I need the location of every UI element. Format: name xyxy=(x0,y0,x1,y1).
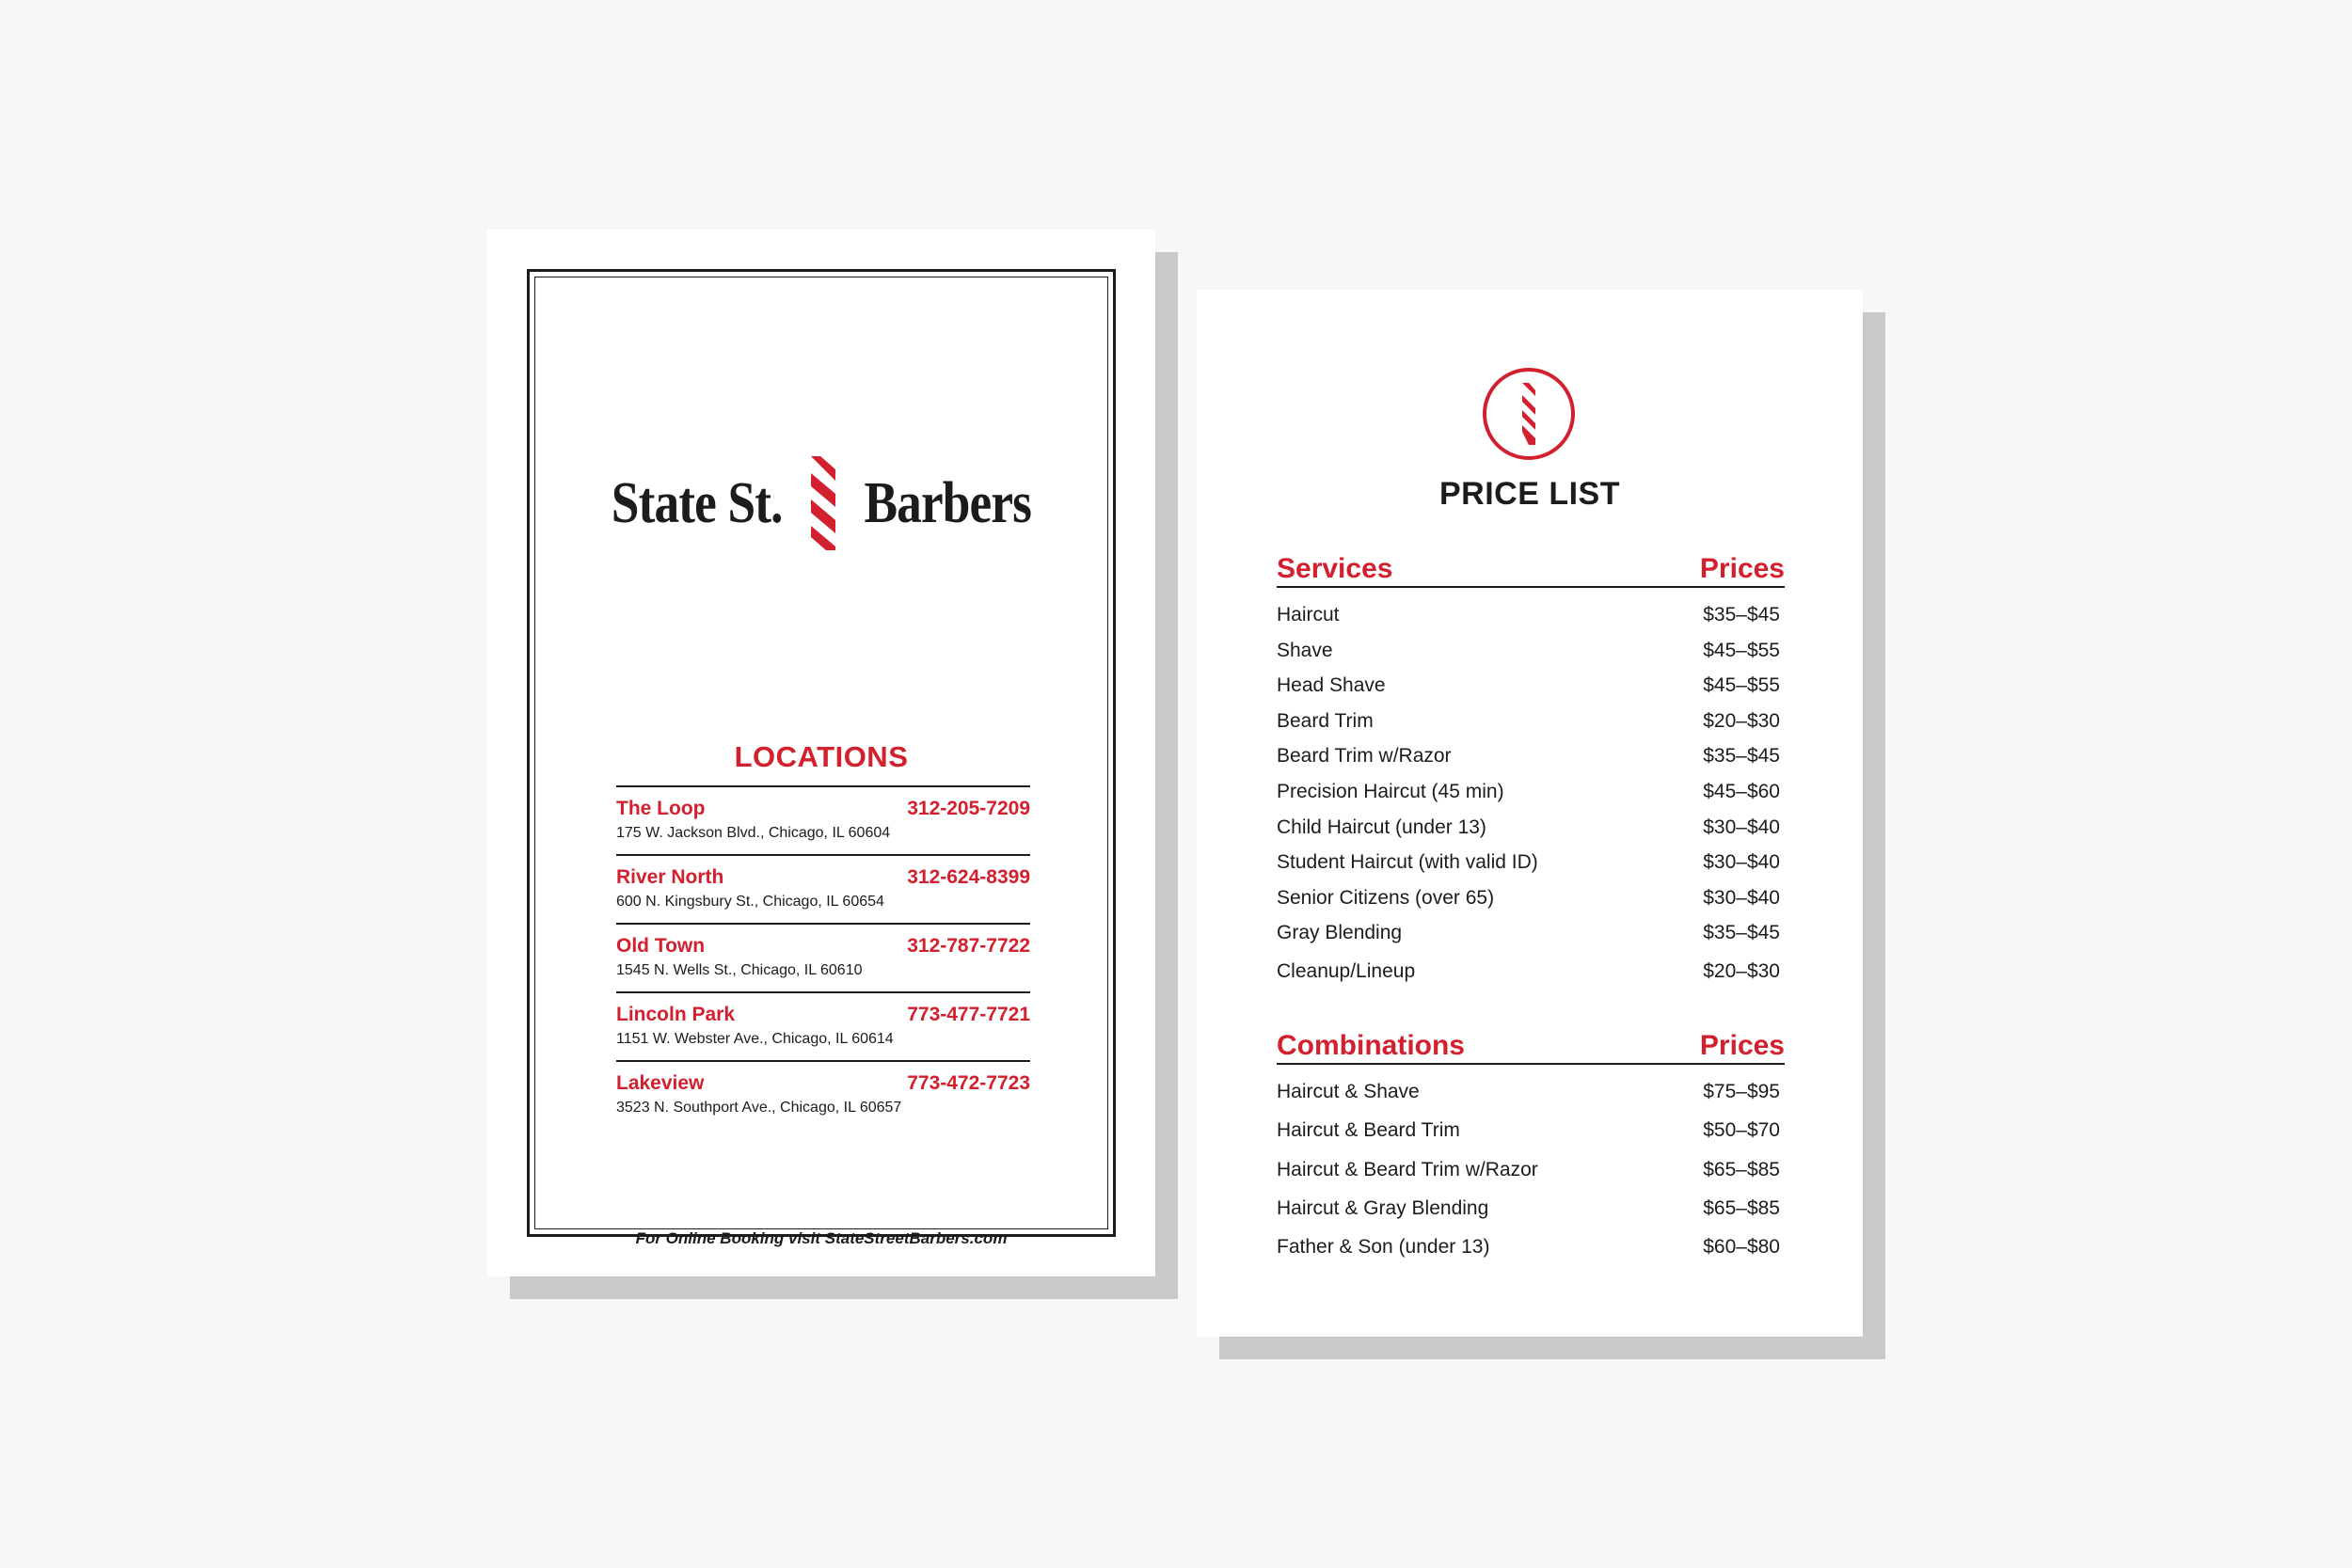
service-name: Head Shave xyxy=(1277,674,1386,697)
location-phone: 312-205-7209 xyxy=(907,798,1030,819)
service-name: Cleanup/Lineup xyxy=(1277,959,1416,982)
location-address: 600 N. Kingsbury St., Chicago, IL 60654 xyxy=(616,894,884,910)
service-price: $30–$40 xyxy=(1703,816,1780,838)
location-name: River North xyxy=(616,866,724,888)
locations-heading: LOCATIONS xyxy=(734,740,909,773)
price-list-title: PRICE LIST xyxy=(1438,476,1621,512)
service-name: Shave xyxy=(1277,639,1333,661)
service-name: Gray Blending xyxy=(1277,922,1403,944)
service-name: Precision Haircut (45 min) xyxy=(1277,780,1504,802)
service-row xyxy=(1277,887,1785,923)
location-name: Lakeview xyxy=(616,1072,705,1094)
service-name: Senior Citizens (over 65) xyxy=(1277,886,1495,909)
service-row xyxy=(1277,781,1785,816)
combination-price: $50–$70 xyxy=(1703,1119,1780,1142)
location-item xyxy=(616,785,1030,852)
locations-list xyxy=(616,785,1030,1129)
combination-price: $60–$80 xyxy=(1703,1236,1780,1259)
location-phone: 773-477-7721 xyxy=(907,1004,1030,1025)
combination-row xyxy=(1277,1119,1785,1158)
combination-row xyxy=(1277,1197,1785,1236)
services-section xyxy=(1277,553,1785,996)
combinations-prices-heading: Prices xyxy=(1699,1030,1785,1061)
combinations-header xyxy=(1277,1030,1785,1065)
combination-price: $65–$85 xyxy=(1703,1196,1780,1219)
combination-row xyxy=(1277,1159,1785,1197)
location-name: The Loop xyxy=(616,798,706,819)
brand-name-left: State St. xyxy=(611,470,783,535)
service-row xyxy=(1277,710,1785,746)
services-header xyxy=(1277,553,1785,588)
service-row xyxy=(1277,922,1785,958)
service-price: $45–$60 xyxy=(1703,780,1780,802)
brand-name-right: Barbers xyxy=(864,470,1032,535)
service-price: $30–$40 xyxy=(1703,886,1780,909)
combination-name: Haircut & Beard Trim w/Razor xyxy=(1277,1158,1538,1180)
service-name: Beard Trim xyxy=(1277,709,1374,732)
combination-name: Father & Son (under 13) xyxy=(1277,1236,1490,1259)
locations-card xyxy=(487,230,1155,1276)
service-name: Student Haircut (with valid ID) xyxy=(1277,851,1538,874)
service-row xyxy=(1277,851,1785,887)
combinations-section xyxy=(1277,1030,1785,1275)
service-row xyxy=(1277,640,1785,675)
location-address: 175 W. Jackson Blvd., Chicago, IL 60604 xyxy=(616,825,891,841)
location-phone: 773-472-7723 xyxy=(907,1072,1030,1094)
online-booking-note: For Online Booking visit StateStreetBarbers.com xyxy=(635,1229,1008,1247)
price-list-card xyxy=(1197,290,1863,1337)
service-price: $20–$30 xyxy=(1703,959,1780,982)
services-prices-heading: Prices xyxy=(1699,553,1785,584)
service-price: $35–$45 xyxy=(1703,745,1780,768)
location-name: Old Town xyxy=(616,935,706,957)
combination-price: $65–$85 xyxy=(1703,1158,1780,1180)
services-list xyxy=(1277,604,1785,996)
service-name: Child Haircut (under 13) xyxy=(1277,816,1486,838)
location-phone: 312-624-8399 xyxy=(907,866,1030,888)
service-price: $20–$30 xyxy=(1703,709,1780,732)
location-item xyxy=(616,923,1030,990)
combination-name: Haircut & Shave xyxy=(1277,1081,1420,1102)
service-price: $35–$45 xyxy=(1703,604,1780,626)
service-row xyxy=(1277,604,1785,640)
service-price: $35–$45 xyxy=(1703,922,1780,944)
barber-pole-circle-icon xyxy=(1482,367,1576,461)
location-item xyxy=(616,1060,1030,1127)
location-address: 1151 W. Webster Ave., Chicago, IL 60614 xyxy=(616,1031,894,1047)
combination-row xyxy=(1277,1081,1785,1119)
combination-price: $75–$95 xyxy=(1703,1081,1780,1102)
service-name: Haircut xyxy=(1277,604,1340,626)
brand-logo xyxy=(530,456,1113,550)
service-price: $30–$40 xyxy=(1703,851,1780,874)
combinations-list xyxy=(1277,1081,1785,1275)
combination-row xyxy=(1277,1236,1785,1275)
combination-name: Haircut & Gray Blending xyxy=(1277,1196,1489,1219)
card-border-frame xyxy=(527,269,1116,1247)
service-price: $45–$55 xyxy=(1703,639,1780,661)
location-item xyxy=(616,991,1030,1058)
service-row xyxy=(1277,816,1785,852)
services-heading: Services xyxy=(1277,553,1393,584)
location-name: Lincoln Park xyxy=(616,1004,736,1025)
combination-name: Haircut & Beard Trim xyxy=(1277,1119,1460,1142)
service-row xyxy=(1277,960,1785,996)
location-address: 1545 N. Wells St., Chicago, IL 60610 xyxy=(616,962,863,978)
service-row xyxy=(1277,674,1785,710)
service-name: Beard Trim w/Razor xyxy=(1277,745,1452,768)
location-item xyxy=(616,854,1030,921)
service-row xyxy=(1277,745,1785,781)
location-address: 3523 N. Southport Ave., Chicago, IL 60657 xyxy=(616,1100,902,1116)
combinations-heading: Combinations xyxy=(1277,1030,1465,1061)
barber-pole-icon xyxy=(807,456,839,550)
location-phone: 312-787-7722 xyxy=(907,935,1030,957)
service-price: $45–$55 xyxy=(1703,674,1780,697)
